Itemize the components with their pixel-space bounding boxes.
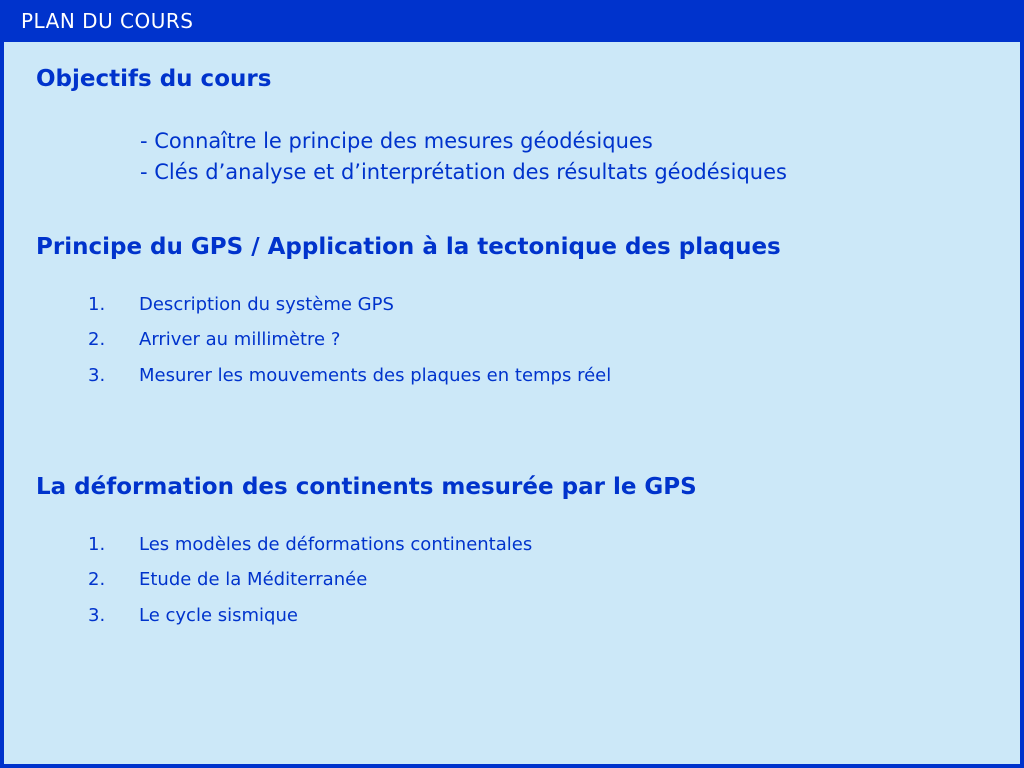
objective-line: - Connaître le principe des mesures géodésiques <box>140 129 653 153</box>
title-bar <box>0 0 1024 42</box>
list-item-number: 3. <box>88 365 106 386</box>
list-item-number: 1. <box>88 294 106 315</box>
section-heading-principe-gps: Principe du GPS / Application à la tectonique des plaques <box>36 234 781 260</box>
section-heading-objectifs: Objectifs du cours <box>36 66 272 92</box>
slide-title: PLAN DU COURS <box>21 9 194 33</box>
section-heading-deformation: La déformation des continents mesurée par le GPS <box>36 474 697 500</box>
list-item-number: 1. <box>88 534 106 555</box>
slide-content <box>4 42 1020 764</box>
list-item-text: Mesurer les mouvements des plaques en temps réel <box>139 365 612 386</box>
list-item-text: Le cycle sismique <box>139 605 298 626</box>
list-item-text: Arriver au millimètre ? <box>139 329 341 350</box>
list-item-number: 2. <box>88 569 106 590</box>
list-item-text: Les modèles de déformations continentales <box>139 534 533 555</box>
list-item-text: Etude de la Méditerranée <box>139 569 368 590</box>
list-item-number: 3. <box>88 605 106 626</box>
objective-line: - Clés d’analyse et d’interprétation des résultats géodésiques <box>140 160 787 184</box>
list-item-text: Description du système GPS <box>139 294 394 315</box>
list-item-number: 2. <box>88 329 106 350</box>
